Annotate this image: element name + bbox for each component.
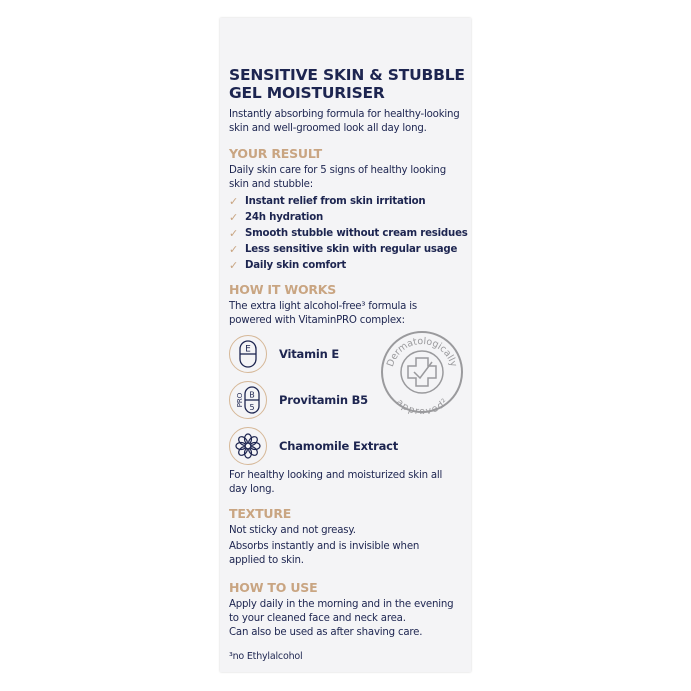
text-line: Can also be used as after shaving care. [229, 627, 423, 638]
item-label: Daily skin comfort [245, 260, 347, 271]
product-title [229, 66, 469, 102]
list-item [229, 194, 468, 210]
product-box [220, 18, 471, 672]
text-line: skin and well-groomed look all day long. [229, 123, 427, 134]
intro-text [229, 108, 467, 136]
how-text [229, 300, 467, 328]
title-line: GEL MOISTURISER [229, 84, 385, 102]
text-line: day long. [229, 484, 275, 495]
result-heading: YOUR RESULT [229, 146, 322, 161]
vitamin-e-icon [229, 335, 267, 373]
footnote: ³no Ethylalcohol [229, 651, 303, 662]
text-line: skin and stubble: [229, 179, 313, 190]
use-text [229, 598, 467, 640]
item-label: Instant relief from skin irritation [245, 196, 426, 207]
text-line: powered with VitaminPRO complex: [229, 315, 405, 326]
text-line: to your cleaned face and neck area. [229, 613, 406, 624]
text-line: Daily skin care for 5 signs of healthy looking [229, 165, 446, 176]
text-line: For healthy looking and moisturized skin all [229, 470, 443, 481]
text-line: Absorbs instantly and is invisible when [229, 541, 420, 552]
svg-text:B: B [249, 390, 255, 400]
texture-text [229, 524, 467, 568]
text-line: Instantly absorbing formula for healthy-looking [229, 109, 460, 120]
list-item [229, 242, 468, 258]
ingredient-list [229, 331, 398, 469]
list-item [229, 226, 468, 242]
check-icon: ✓ [229, 227, 239, 240]
dermatologically-approved-seal [380, 330, 464, 418]
svg-text:PRO: PRO [236, 392, 244, 408]
list-item [229, 210, 468, 226]
texture-heading: TEXTURE [229, 506, 292, 521]
text-line: The extra light alcohol-free³ formula is [229, 301, 417, 312]
svg-text:5: 5 [249, 403, 255, 412]
item-label: Less sensitive skin with regular usage [245, 244, 458, 255]
how-heading: HOW IT WORKS [229, 282, 337, 297]
check-icon: ✓ [229, 259, 239, 272]
list-item [229, 258, 468, 274]
check-icon: ✓ [229, 195, 239, 208]
ingredient-chamomile [229, 423, 398, 469]
text-line: Apply daily in the morning and in the evening [229, 599, 454, 610]
use-heading: HOW TO USE [229, 580, 318, 595]
svg-text:approved²: approved² [393, 396, 451, 414]
item-label: 24h hydration [245, 212, 324, 223]
result-list [229, 194, 468, 274]
text-line: applied to skin. [229, 555, 304, 566]
flower-icon [229, 427, 267, 465]
title-line: SENSITIVE SKIN & STUBBLE [229, 66, 465, 84]
text-line: Not sticky and not greasy. [229, 525, 356, 536]
ingredient-provitamin-b5 [229, 377, 398, 423]
how-outro [229, 469, 467, 497]
svg-text:E: E [245, 344, 251, 355]
result-text [229, 164, 467, 192]
ingredient-label: Vitamin E [279, 347, 340, 361]
check-icon: ✓ [229, 211, 239, 224]
check-icon: ✓ [229, 243, 239, 256]
svg-text:Dermatologically: Dermatologically [385, 335, 459, 369]
ingredient-label: Provitamin B5 [279, 393, 368, 407]
item-label: Smooth stubble without cream residues [245, 228, 468, 239]
provitamin-b5-icon [229, 381, 267, 419]
ingredient-vitamin-e [229, 331, 398, 377]
ingredient-label: Chamomile Extract [279, 439, 399, 453]
